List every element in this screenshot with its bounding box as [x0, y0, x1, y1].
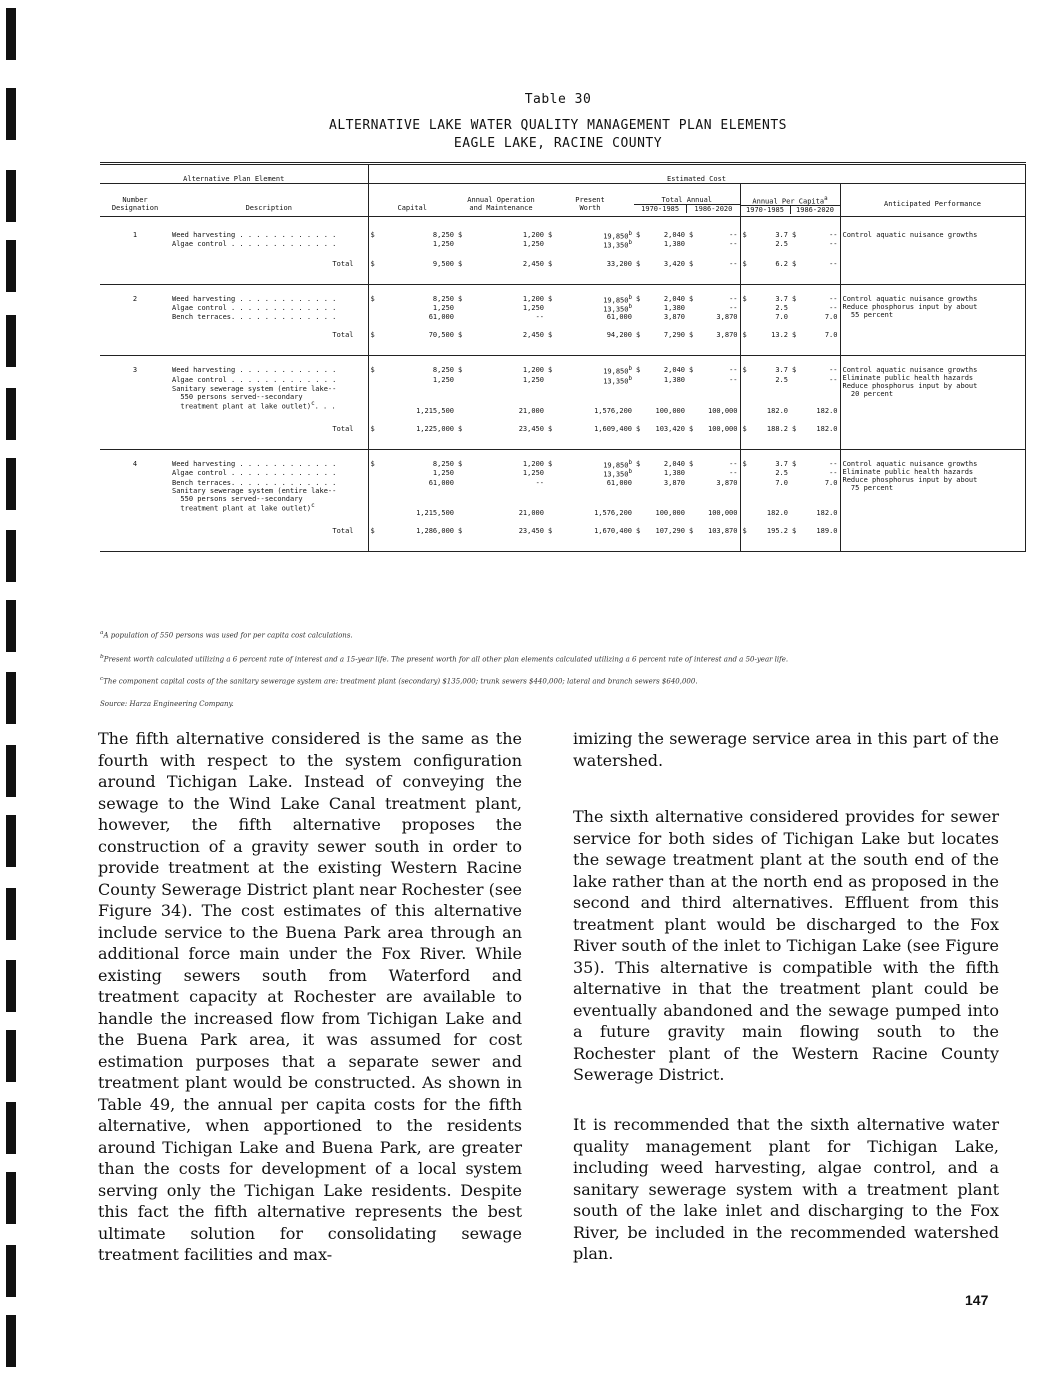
cost-cell: 7.0: [740, 479, 790, 487]
group-number: [100, 385, 170, 415]
cost-cell: $ 1,200: [458, 231, 544, 239]
cost-cell: $ 2,040: [636, 366, 685, 375]
cost-cell: 1,250: [368, 376, 456, 385]
cost-cell: 182.0: [740, 487, 790, 517]
cost-cell: $ 1,225,000: [368, 425, 456, 450]
cost-cell: 1,250: [368, 469, 456, 478]
cost-cell: 7.0: [824, 478, 838, 487]
header-total-annual: Total Annual 1970-1985 1986-2020: [634, 184, 740, 217]
table-row: [100, 231, 1025, 240]
cost-cell: 100,000: [707, 508, 738, 517]
cost-cell: 1,250: [368, 304, 456, 313]
currency-sign: $: [458, 424, 463, 433]
group-number: [100, 313, 170, 321]
total-label: Total: [170, 425, 368, 450]
currency-sign: $: [548, 259, 553, 268]
currency-sign: $: [636, 424, 641, 433]
cost-cell: $ 103,870: [687, 527, 740, 552]
cost-table: [100, 162, 1026, 552]
currency-sign: $: [458, 231, 463, 239]
cost-cell: $ 6.2: [740, 260, 790, 285]
cost-cell: $ 8,250: [368, 460, 456, 469]
cost-cell: 2.5: [740, 240, 790, 249]
cost-cell: $ 19,850$^b$: [548, 231, 632, 241]
cost-cell: $ --: [790, 260, 840, 285]
cost-cell: $ 1,670,400: [546, 527, 634, 552]
body-left-column: The fifth alternative considered is the same as the fourth with respect to the system configuration around Tichigan Lake. Instead of conveying the sewage to the Wind Lake Canal treatment plant, however, the fifth alternative proposes the construction of a gravity sewer south in order to provide treatment at the existing Western Racine County Sewerage District plant near Rochester (see Figure 34). The cost estimates of this alternative include service to the Buena Park area through an additional force main under the Fox River. While existing sewers south from Waterford and treatment capacity at Rochester are available to handle the increased flow from Tichigan Lake and the Buena Park area, it was assumed for cost estimation purposes that a separate sewer and treatment plant would be constructed. As shown in Table 49, the annual per capita costs for the fifth alternative, when apportioned to the residents around Tichigan Lake and Buena Park, are greater than the costs for development of a local system serving only the Tichigan Lake residents. Despite this fact the fifth alternative represents the best ultimate solution for consolidating sewage treatment facilities and max-: [98, 729, 522, 1264]
cost-cell: --: [829, 469, 838, 478]
group-number: [100, 240, 170, 249]
currency-sign: $: [742, 459, 747, 468]
cost-cell: 100,000: [655, 508, 685, 517]
cost-cell: 1,215,500: [368, 487, 456, 517]
cost-cell: 182.0: [816, 508, 838, 517]
cost-cell: 13,350$^b$: [603, 375, 632, 385]
cost-cell: $ 7,290: [634, 331, 687, 356]
currency-sign: $: [458, 294, 463, 303]
cost-cell: $ 189.0: [790, 527, 840, 552]
table-subtitle: ALTERNATIVE LAKE WATER QUALITY MANAGEMENT PLAN ELEMENTS: [329, 118, 787, 133]
currency-sign: $: [689, 259, 694, 268]
cost-cell: $ 19,850$^b$: [548, 366, 632, 376]
cost-cell: $ 3,420: [634, 260, 687, 285]
cost-cell: $ 195.2: [740, 527, 790, 552]
cost-cell: 21,000: [518, 406, 544, 415]
cost-cell: --: [535, 478, 544, 487]
body-right-paragraph-2: The sixth alternative considered provides for sewer service for both sides of Tichigan Lake but locates the sewage treatment plant at the south end of the lake rather than at the north end as proposed in the second and third alternatives. Effluent from this treatment plant would be discharged to the Fox River south of the inlet to Tichigan Lake (see Figure 35). This alternative is compatible with the fifth alternative in that the treatment plant could be eventually abandoned and the sewage pumped into a future gravity main flowing south to the Rochester plant of the Western Racine County Sewerage District.: [573, 807, 999, 1084]
binding-mark: [6, 745, 16, 797]
cost-cell: $ --: [689, 366, 738, 375]
table-row: [100, 295, 1025, 304]
header-capital: Capital: [368, 184, 456, 217]
cost-cell: 3,870: [716, 313, 738, 322]
currency-sign: $: [689, 366, 694, 375]
currency-sign: $: [636, 366, 641, 375]
cost-cell: $ 23,450: [456, 425, 546, 450]
currency-sign: $: [548, 366, 553, 375]
currency-sign: $: [792, 259, 797, 268]
currency-sign: $: [792, 231, 797, 239]
cost-cell: 100,000: [655, 406, 685, 415]
cost-cell: $ 8,250: [368, 366, 456, 375]
description-cell: Algae control . . . . . . . . . . . . .: [172, 469, 337, 478]
currency-sign: $: [458, 526, 463, 535]
footnote-c: $^c$The component capital costs of the sanitary sewerage system are: treatment plant (secondary) $135,000; trunk sewers $440,000; lateral and branch sewers $640,000.: [100, 676, 698, 686]
cost-cell: 3,870: [716, 478, 738, 487]
cost-cell: 1,250: [522, 240, 544, 249]
currency-sign: $: [548, 526, 553, 535]
cost-cell: 1,576,200: [594, 508, 632, 517]
cost-cell: $ 188.2: [740, 425, 790, 450]
currency-sign: $: [742, 366, 747, 375]
group-number: 2: [132, 294, 138, 303]
body-right-paragraph-1: imizing the sewerage service area in this part of the watershed.: [573, 729, 999, 770]
cost-cell: $ 1,609,400: [546, 425, 634, 450]
header-annual-per-capita: Annual Per Capita$^a$ 1970-1985 1986-2020: [740, 184, 840, 217]
header-plan-element: Alternative Plan Element: [100, 164, 368, 184]
cost-cell: $ 1,200: [458, 459, 544, 468]
cost-cell: $ 2,040: [636, 231, 685, 239]
cost-cell: $ 3,870: [687, 331, 740, 356]
cost-cell: --: [729, 303, 738, 312]
cost-cell: $ 13.2: [740, 331, 790, 356]
table-row: [100, 460, 1025, 469]
cost-cell: 61,000: [368, 313, 456, 321]
cost-cell: --: [729, 240, 738, 249]
cost-cell: 182.0: [740, 385, 790, 415]
description-cell: Sanitary sewerage system (entire lake-- 550 persons served--secondary treatment plant at lake outlet)$^c$: [172, 486, 337, 512]
currency-sign: $: [370, 459, 375, 468]
total-label: Total: [170, 331, 368, 356]
group-number: 4: [132, 459, 138, 468]
currency-sign: $: [792, 366, 797, 375]
cost-cell: $ --: [792, 366, 838, 375]
binding-mark: [6, 1245, 16, 1297]
header-description: Description: [170, 184, 368, 217]
cost-cell: $ 1,200: [458, 366, 544, 375]
cost-cell: $ 9,500: [368, 260, 456, 285]
description-cell: Sanitary sewerage system (entire lake-- 550 persons served--secondary treatment plant at lake outlet)$^c$. . .: [172, 384, 337, 411]
currency-sign: $: [636, 259, 641, 268]
cost-cell: 2.5: [740, 304, 790, 313]
total-label: Total: [170, 527, 368, 552]
cost-cell: 1,380: [663, 303, 685, 312]
cost-cell: --: [829, 240, 838, 249]
total-label: Total: [170, 260, 368, 285]
currency-sign: $: [548, 424, 553, 433]
currency-sign: $: [548, 459, 553, 468]
header-present-worth: Present Worth: [546, 184, 634, 217]
description-cell: Algae control . . . . . . . . . . . . .: [172, 303, 337, 312]
cost-cell: 7.0: [740, 313, 790, 321]
cost-cell: $ 2,450: [456, 331, 546, 356]
binding-mark: [6, 960, 16, 1012]
performance-cell: Control aquatic nuisance growths Eliminate public health hazards Reduce phosphorus input by about 20 percent: [840, 366, 1025, 449]
currency-sign: $: [636, 526, 641, 535]
cost-cell: 1,576,200: [594, 406, 632, 415]
currency-sign: $: [636, 231, 641, 239]
cost-cell: $ 2,040: [636, 459, 685, 468]
cost-cell: 3,870: [663, 478, 685, 487]
cost-cell: 61,000: [606, 313, 632, 322]
currency-sign: $: [689, 231, 694, 239]
currency-sign: $: [370, 526, 375, 535]
binding-mark: [6, 170, 16, 222]
binding-mark: [6, 815, 16, 867]
header-estimated-cost: Estimated Cost: [368, 164, 1025, 184]
group-number: [100, 487, 170, 517]
cost-cell: 1,250: [368, 240, 456, 249]
cost-cell: $ 107,290: [634, 527, 687, 552]
cost-cell: $ 103,420: [634, 425, 687, 450]
cost-cell: --: [729, 469, 738, 478]
cost-cell: $ --: [792, 294, 838, 303]
binding-mark: [6, 1172, 16, 1224]
binding-mark: [6, 1102, 16, 1154]
cost-cell: $ 3.7: [740, 460, 790, 469]
performance-cell: Control aquatic nuisance growths: [840, 231, 1025, 284]
cost-cell: 2.5: [740, 469, 790, 478]
description-cell: Weed harvesting . . . . . . . . . . . .: [172, 294, 337, 303]
cost-cell: --: [729, 375, 738, 384]
cost-cell: $ 23,450: [456, 527, 546, 552]
cost-cell: 1,380: [663, 240, 685, 249]
cost-cell: 182.0: [816, 406, 838, 415]
group-number: [100, 304, 170, 313]
group-number: [100, 479, 170, 487]
cost-cell: $ 3.7: [740, 231, 790, 240]
cost-cell: $ --: [689, 294, 738, 303]
group-number: [100, 376, 170, 385]
cost-cell: $ 3.7: [740, 366, 790, 375]
cost-cell: $ 182.0: [790, 425, 840, 450]
cost-cell: 1,380: [663, 375, 685, 384]
cost-cell: --: [829, 303, 838, 312]
binding-mark: [6, 388, 16, 440]
currency-sign: $: [458, 331, 463, 340]
page-number: 147: [965, 1292, 989, 1308]
cost-cell: 21,000: [518, 508, 544, 517]
currency-sign: $: [742, 259, 747, 268]
binding-mark: [6, 8, 16, 60]
description-cell: Weed harvesting . . . . . . . . . . . .: [172, 231, 337, 239]
cost-cell: 100,000: [707, 406, 738, 415]
currency-sign: $: [458, 366, 463, 375]
description-cell: Bench terraces. . . . . . . . . . . . .: [172, 478, 337, 487]
binding-mark: [6, 1315, 16, 1367]
table-row: [100, 366, 1025, 375]
currency-sign: $: [689, 459, 694, 468]
cost-cell: 13,350$^b$: [603, 303, 632, 314]
cost-cell: --: [829, 375, 838, 384]
binding-mark: [6, 672, 16, 724]
binding-mark: [6, 600, 16, 652]
description-cell: Algae control . . . . . . . . . . . . .: [172, 375, 337, 384]
binding-mark: [6, 240, 16, 292]
body-right-paragraph-3: It is recommended that the sixth alternative water quality management plant for Tichigan Lake, including weed harvesting, algae control, and a sanitary sewerage system with a treatment plant south of the lake inlet and discharging to the Fox River, be included in the recommended watershed plan.: [573, 1115, 999, 1263]
cost-cell: $ 8,250: [368, 231, 456, 240]
source-note: Source: Harza Engineering Company.: [100, 700, 234, 708]
cost-cell: --: [535, 313, 544, 322]
currency-sign: $: [689, 331, 694, 340]
cost-cell: $ 33,200: [546, 260, 634, 285]
currency-sign: $: [370, 231, 375, 239]
currency-sign: $: [742, 424, 747, 433]
cost-cell: $ --: [687, 260, 740, 285]
currency-sign: $: [689, 294, 694, 303]
cost-cell: 1,250: [522, 303, 544, 312]
cost-cell: 1,250: [522, 469, 544, 478]
currency-sign: $: [370, 294, 375, 303]
cost-cell: $ --: [689, 231, 738, 239]
table-subtitle-county: EAGLE LAKE, RACINE COUNTY: [453, 136, 663, 151]
description-cell: Weed harvesting . . . . . . . . . . . .: [172, 459, 337, 468]
binding-mark: [6, 1030, 16, 1082]
cost-cell: $ 70,500: [368, 331, 456, 356]
currency-sign: $: [636, 294, 641, 303]
currency-sign: $: [548, 231, 553, 239]
currency-sign: $: [792, 424, 797, 433]
currency-sign: $: [792, 331, 797, 340]
cost-cell: $ 7.0: [790, 331, 840, 356]
group-number: 1: [132, 231, 138, 239]
currency-sign: $: [742, 331, 747, 340]
currency-sign: $: [458, 259, 463, 268]
currency-sign: $: [742, 231, 747, 239]
binding-mark: [6, 458, 16, 510]
cost-cell: 61,000: [606, 478, 632, 487]
cost-cell: $ 1,200: [458, 294, 544, 303]
currency-sign: $: [792, 526, 797, 535]
currency-sign: $: [370, 331, 375, 340]
cost-cell: 61,000: [368, 479, 456, 487]
cost-cell: $ 100,000: [687, 425, 740, 450]
footnote-b: $^b$Present worth calculated utilizing a 6 percent rate of interest and a 15-year life. The present worth for all other plan elements calculated utilizing a 6 percent rate of interest and a 50-year life.: [100, 654, 789, 664]
header-annual-om: Annual Operation and Maintenance: [456, 184, 546, 217]
cost-cell: $ 2,040: [636, 294, 685, 303]
cost-cell: 1,215,500: [368, 385, 456, 415]
currency-sign: $: [636, 459, 641, 468]
cost-cell: $ 94,200: [546, 331, 634, 356]
cost-cell: 1,380: [663, 469, 685, 478]
currency-sign: $: [548, 331, 553, 340]
binding-mark: [6, 315, 16, 367]
cost-cell: 13,350$^b$: [603, 240, 632, 250]
description-cell: Algae control . . . . . . . . . . . . .: [172, 240, 337, 249]
cost-cell: 2.5: [740, 376, 790, 385]
currency-sign: $: [689, 526, 694, 535]
currency-sign: $: [792, 459, 797, 468]
cost-cell: 1,250: [522, 375, 544, 384]
description-cell: Bench terraces. . . . . . . . . . . . .: [172, 313, 337, 322]
header-performance: Anticipated Performance: [840, 184, 1025, 217]
cost-cell: $ 1,286,000: [368, 527, 456, 552]
group-number: 3: [132, 366, 138, 375]
cost-cell: $ --: [792, 459, 838, 468]
description-cell: Weed harvesting . . . . . . . . . . . .: [172, 366, 337, 375]
currency-sign: $: [792, 294, 797, 303]
binding-mark: [6, 530, 16, 582]
cost-cell: $ 2,450: [456, 260, 546, 285]
cost-cell: $ --: [792, 231, 838, 239]
cost-cell: $ 19,850$^b$: [548, 294, 632, 304]
currency-sign: $: [370, 424, 375, 433]
cost-cell: $ 3.7: [740, 295, 790, 304]
currency-sign: $: [689, 424, 694, 433]
header-number-designation: Number Designation: [100, 184, 170, 217]
performance-cell: Control aquatic nuisance growths Eliminate public health hazards Reduce phosphorus input by about 75 percent: [840, 460, 1025, 551]
cost-cell: 13,350$^b$: [603, 469, 632, 479]
currency-sign: $: [548, 294, 553, 303]
performance-cell: Control aquatic nuisance growths Reduce phosphorus input by about 55 percent: [840, 295, 1025, 356]
binding-mark: [6, 888, 16, 940]
footnote-a: $^a$A population of 550 persons was used for per capita cost calculations.: [100, 630, 353, 640]
cost-cell: $ --: [689, 459, 738, 468]
currency-sign: $: [636, 331, 641, 340]
cost-cell: 7.0: [824, 313, 838, 322]
currency-sign: $: [370, 366, 375, 375]
currency-sign: $: [742, 526, 747, 535]
currency-sign: $: [370, 259, 375, 268]
currency-sign: $: [742, 294, 747, 303]
group-number: [100, 469, 170, 478]
cost-cell: $ 19,850$^b$: [548, 459, 632, 470]
currency-sign: $: [458, 459, 463, 468]
table-title: Table 30: [524, 92, 592, 107]
cost-cell: $ 8,250: [368, 295, 456, 304]
cost-cell: 3,870: [663, 313, 685, 322]
